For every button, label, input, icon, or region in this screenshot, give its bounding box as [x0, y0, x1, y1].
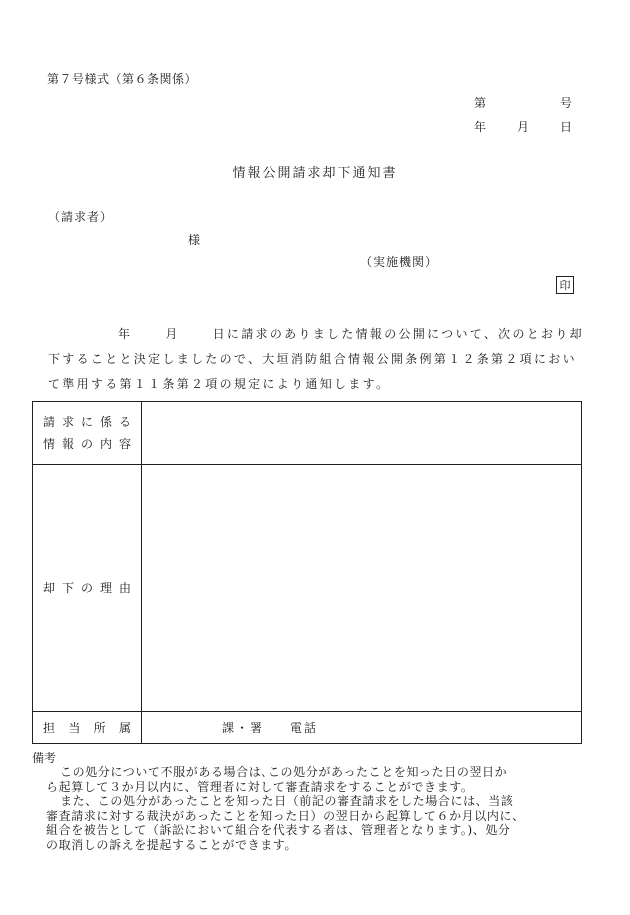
- requester-honorific: 様: [188, 233, 201, 247]
- agency-label: （実施機関）: [360, 255, 439, 269]
- notes-p2-line3: 組合を被告として（訴訟において組合を代表する者は、管理者となります。)、処分: [46, 823, 511, 837]
- dept-char-3: 所: [93, 721, 106, 735]
- notes-heading: 備考: [32, 751, 57, 765]
- section-label: 課・署: [222, 721, 265, 735]
- date-day: 日: [559, 120, 572, 134]
- dept-char-1: 担: [43, 721, 56, 735]
- notes-p2-line4: の取消しの訴えを提起することができます。: [46, 837, 298, 852]
- date-month: 月: [516, 120, 529, 134]
- notes-text: [46, 765, 606, 852]
- document-title: 情報公開請求却下通知書: [232, 166, 398, 181]
- phone-label: 電話: [290, 721, 319, 735]
- table-row-info: [33, 402, 582, 465]
- document-number-suffix: 号: [559, 96, 572, 110]
- info-content-field[interactable]: [142, 402, 582, 465]
- notice-body-line3: て準用する第１１条第２項の規定により通知します。: [48, 377, 391, 391]
- notice-table: [32, 401, 582, 744]
- info-content-label: [33, 402, 142, 465]
- notice-body: [48, 322, 588, 397]
- department-label-text: [33, 719, 141, 736]
- requester-label: （請求者）: [48, 210, 114, 224]
- department-field[interactable]: [142, 712, 582, 744]
- seal-mark: 印: [556, 276, 574, 294]
- notes-p1-line2: ら起算して３か月以内に、管理者に対して審査請求をすることができます。: [46, 779, 474, 794]
- notes-p2-line2: 審査請求に対する裁決があったことを知った日）の翌日から起算して６か月以内に、: [46, 808, 525, 823]
- form-number: 第７号様式（第６条関係）: [47, 72, 198, 86]
- notice-body-line1: [48, 322, 588, 347]
- reason-label-text: 却下の理由: [43, 581, 139, 595]
- info-label-line2: 情報の内容: [43, 437, 139, 451]
- notes-p2-line1: また、この処分があったことを知った日（前記の審査請求をした場合には、当該: [60, 794, 514, 808]
- notice-body-line2: 下することと決定しましたので、大垣消防組合情報公開条例第１２条第２項におい: [48, 352, 577, 366]
- body-year: 年: [118, 327, 133, 341]
- body-line1-rest: 日に請求のありました情報の公開について、次のとおり却: [212, 327, 584, 341]
- contact-values: [142, 719, 581, 736]
- document-number-prefix: 第: [474, 96, 487, 110]
- document-date: [474, 118, 572, 135]
- rejection-reason-field[interactable]: [142, 465, 582, 712]
- body-month: 月: [165, 327, 180, 341]
- table-row-reason: [33, 465, 582, 712]
- department-label: [33, 712, 142, 744]
- dept-char-4: 属: [118, 721, 131, 735]
- date-year: 年: [474, 120, 487, 134]
- rejection-reason-label: [33, 465, 142, 712]
- document-number: [474, 94, 572, 111]
- notes-p1-line1: この処分について不服がある場合は､この処分があったことを知った日の翌日か: [60, 765, 508, 779]
- dept-char-2: 当: [68, 721, 81, 735]
- info-label-line1: 請求に係る: [43, 415, 139, 429]
- table-row-contact: [33, 712, 582, 744]
